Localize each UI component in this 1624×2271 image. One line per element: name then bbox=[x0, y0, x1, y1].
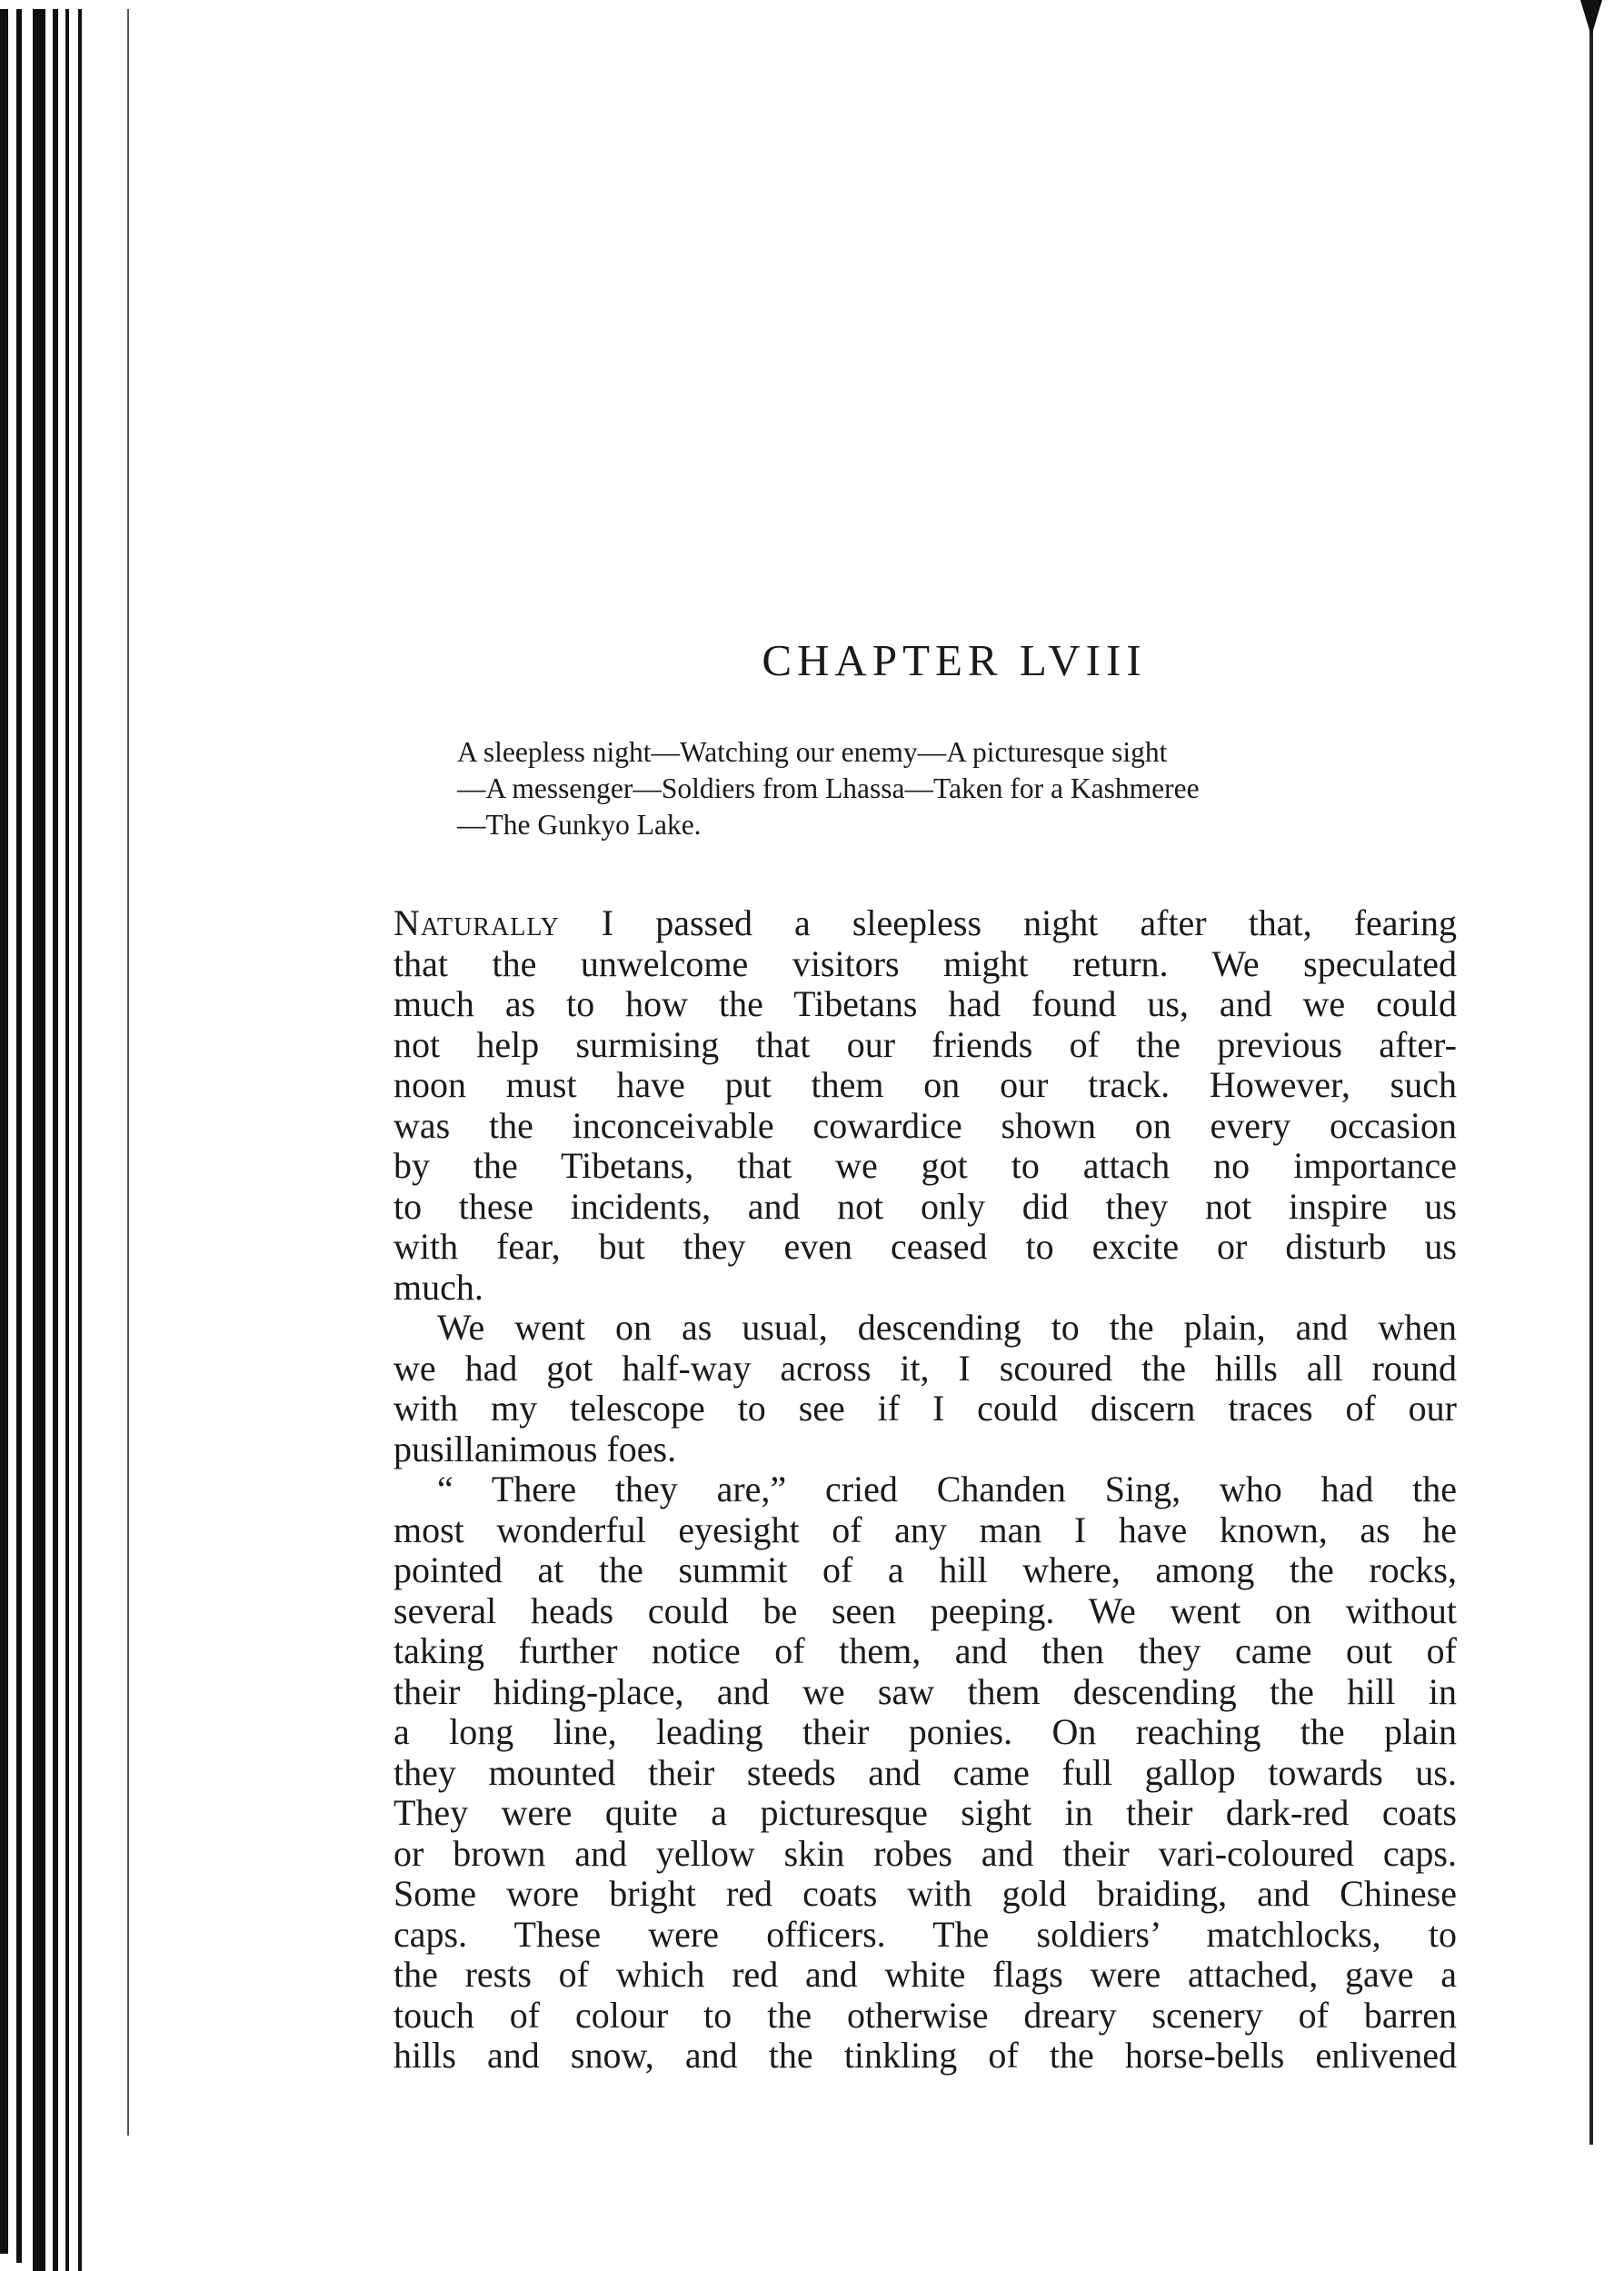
page-right-edge bbox=[1589, 0, 1593, 2145]
body-line: they mounted their steeds and came full gallop towards us. bbox=[394, 1751, 1457, 1793]
chapter-summary bbox=[457, 734, 1393, 843]
body-line: noon must have put them on our track. However, such bbox=[394, 1064, 1457, 1105]
summary-line: —A messenger—Soldiers from Lhassa—Taken for a Kashmeree bbox=[457, 772, 1200, 804]
body-line: to these incidents, and not only did they not inspire us bbox=[394, 1185, 1457, 1227]
body-line: most wonderful eyesight of any man I have known, as he bbox=[394, 1509, 1457, 1550]
body-line: caps. These were officers. The soldiers’ matchlocks, to bbox=[394, 1913, 1457, 1955]
body-line: a long line, leading their ponies. On reaching the plain bbox=[394, 1711, 1457, 1752]
chapter-body bbox=[394, 903, 1457, 2077]
body-line: not help surmising that our friends of the previous after- bbox=[394, 1023, 1457, 1065]
body-line bbox=[394, 903, 1457, 944]
body-line: They were quite a picturesque sight in their dark-red coats bbox=[394, 1792, 1457, 1833]
body-line: by the Tibetans, that we got to attach no importance bbox=[394, 1145, 1457, 1186]
body-line: We went on as usual, descending to the plain, and when bbox=[437, 1307, 1457, 1348]
body-line: taking further notice of them, and then they came out of bbox=[394, 1630, 1457, 1671]
body-line: pointed at the summit of a hill where, among the rocks, bbox=[394, 1549, 1457, 1590]
body-line: much. bbox=[394, 1266, 483, 1308]
body-line: or brown and yellow skin robes and their vari-coloured caps. bbox=[394, 1832, 1457, 1874]
page-corner-mark bbox=[1580, 0, 1602, 36]
chapter-title: CHAPTER LVIII bbox=[762, 635, 1147, 685]
body-line: that the unwelcome visitors might return. We speculated bbox=[394, 942, 1457, 984]
body-line: we had got half-way across it, I scoured the hills all round bbox=[394, 1347, 1457, 1389]
body-line: was the inconceivable cowardice shown on every occasion bbox=[394, 1104, 1457, 1146]
summary-line: —The Gunkyo Lake. bbox=[457, 809, 702, 841]
body-line: with my telescope to see if I could discern traces of our bbox=[394, 1388, 1457, 1429]
body-line: “ There they are,” cried Chanden Sing, who had the bbox=[437, 1469, 1457, 1509]
body-line: much as to how the Tibetans had found us, and we could bbox=[394, 983, 1457, 1024]
body-line: Some wore bright red coats with gold braiding, and Chinese bbox=[394, 1873, 1457, 1914]
body-line: several heads could be seen peeping. We went on without bbox=[394, 1589, 1457, 1631]
body-line-text: I passed a sleepless night after that, fearing bbox=[559, 902, 1457, 943]
body-line: pusillanimous foes. bbox=[394, 1428, 677, 1469]
body-line: hills and snow, and the tinkling of the horse-bells enlivened bbox=[394, 2035, 1457, 2076]
body-line: with fear, but they even ceased to excite or disturb us bbox=[394, 1226, 1457, 1267]
body-line: their hiding-place, and we saw them descending the hill in bbox=[394, 1670, 1457, 1712]
body-line: touch of colour to the otherwise dreary scenery of barren bbox=[394, 1994, 1457, 2036]
book-binding-edge bbox=[0, 0, 145, 2271]
summary-line: A sleepless night—Watching our enemy—A picturesque sight bbox=[457, 736, 1168, 768]
body-line: the rests of which red and white flags were attached, gave a bbox=[394, 1954, 1457, 1995]
drop-word: Naturally bbox=[394, 902, 560, 943]
